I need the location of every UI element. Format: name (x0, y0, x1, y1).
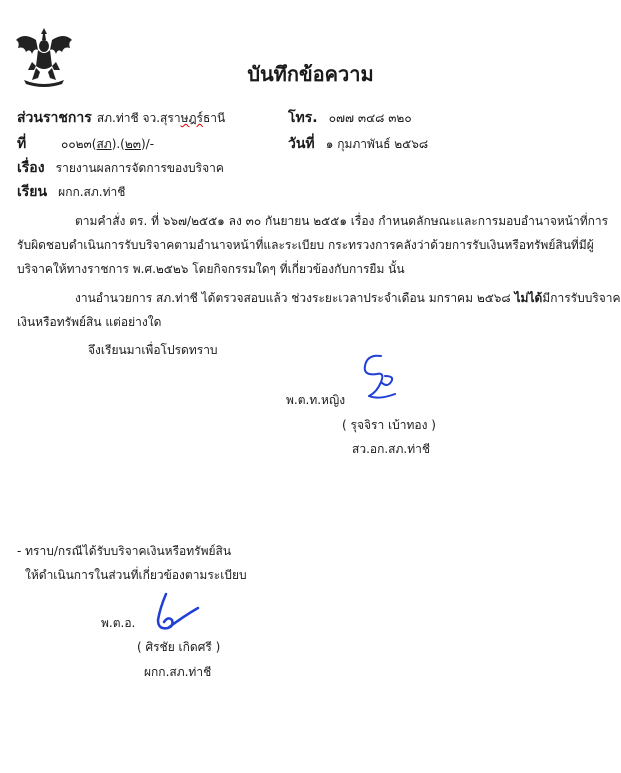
para1-line2: รับผิดชอบดำเนินการรับบริจาคตามอำนาจหน้าที่และระเบียบ กระทรวงการคลังว่าด้วยการรับเงินหรือทรัพย์สินที่มีผู้ (17, 238, 594, 252)
signature-2-name: ( ศิรชัย เกิดศรี ) (137, 640, 221, 654)
subject-value: รายงานผลการจัดการของบริจาค (55, 161, 224, 175)
department-value: สภ.ท่าชี จว.สุราษฎร์ธานี (96, 111, 226, 125)
para1-line3: บริจาคให้ทางราชการ พ.ศ.๒๕๒๖ โดยกิจกรรมใดๆ ที่เกี่ยวข้องกับการยืม นั้น (17, 262, 405, 276)
department-label: ส่วนราชการ (17, 110, 92, 126)
ref-label: ที่ (17, 136, 27, 152)
endorsement-line2: ให้ดำเนินการในส่วนที่เกี่ยวข้องตามระเบียบ (25, 568, 247, 582)
signature-2-icon (150, 590, 205, 636)
ref-value: ๐๐๒๓(สภ).(๒๓)/- (61, 137, 155, 151)
to-row (17, 181, 125, 203)
ref-row (17, 133, 26, 155)
phone-row (288, 107, 412, 129)
signature-1-icon (355, 352, 405, 404)
signature-2-rank: พ.ต.อ. (101, 616, 136, 630)
document-title: บันทึกข้อความ (247, 62, 374, 86)
closing-text: จึงเรียนมาเพื่อโปรดทราบ (88, 343, 218, 357)
date-value: ๑ กุมภาพันธ์ ๒๕๖๘ (325, 137, 429, 151)
subject-row (17, 157, 224, 179)
date-label: วันที่ (288, 136, 315, 152)
signature-2-position: ผกก.สภ.ท่าชี (144, 665, 212, 679)
para2-line1: งานอำนวยการ สภ.ท่าชี ได้ตรวจสอบแล้ว ช่วงระยะเวลาประจำเดือน มกราคม ๒๕๖๘ ไม่ได้มีการรับบริจาค (75, 291, 621, 305)
phone-value: ๐๗๗ ๓๔๘ ๓๒๐ (328, 111, 412, 125)
to-label: เรียน (17, 184, 48, 200)
endorsement-line1: - ทราบ/กรณีได้รับบริจาคเงินหรือทรัพย์สิน (17, 544, 232, 558)
to-value: ผกก.สภ.ท่าชี (58, 185, 126, 199)
department-row (17, 107, 225, 129)
signature-1-rank: พ.ต.ท.หญิง (286, 393, 346, 407)
signature-1-name: ( รุจจิรา เบ้าทอง ) (342, 418, 436, 432)
para2-line2: เงินหรือทรัพย์สิน แต่อย่างใด (17, 315, 162, 329)
phone-label: โทร. (288, 110, 318, 126)
date-row (288, 133, 428, 155)
subject-label: เรื่อง (17, 160, 45, 176)
signature-1-position: สว.อก.สภ.ท่าชี (352, 442, 431, 456)
para1-line1: ตามคำสั่ง ตร. ที่ ๖๖๗/๒๕๕๑ ลง ๓๐ กันยายน ๒๕๕๑ เรื่อง กำหนดลักษณะและการมอบอำนาจหน้าที่การ (75, 214, 609, 228)
